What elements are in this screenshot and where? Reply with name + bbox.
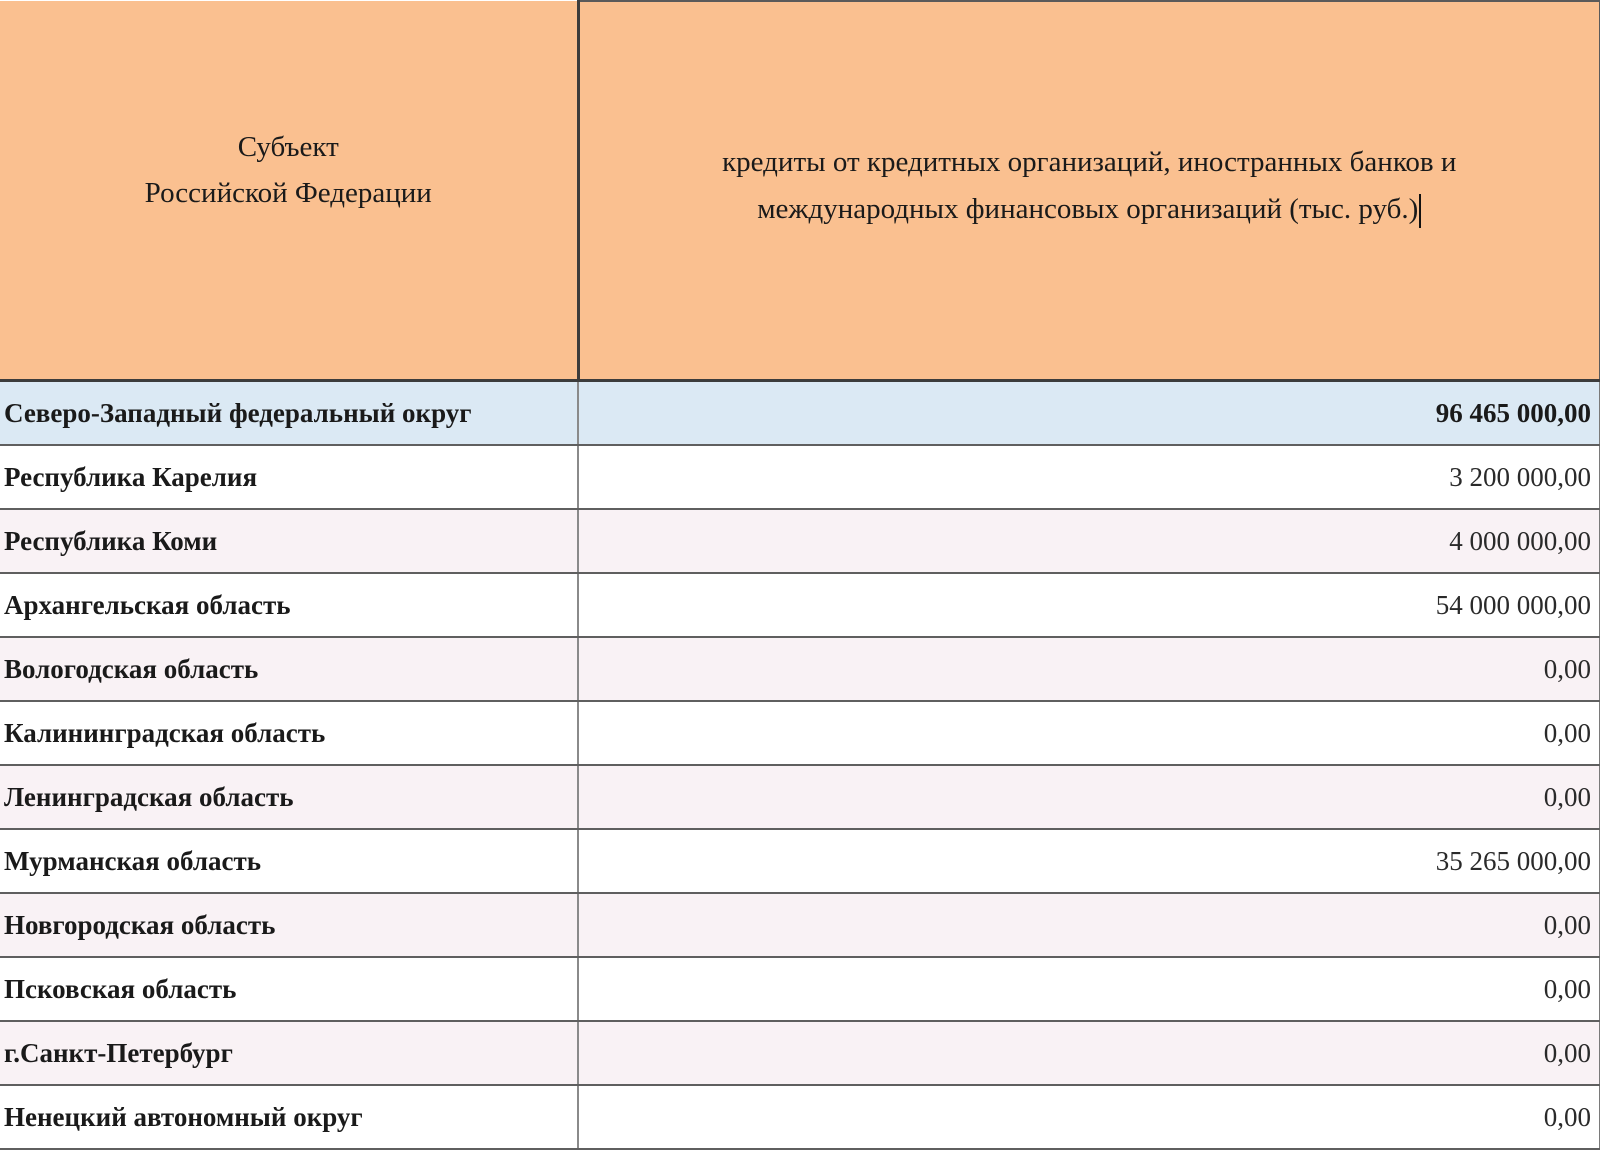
credit-value-cell[interactable]: 0,00 [578, 893, 1600, 957]
region-name-cell[interactable]: Республика Коми [0, 509, 578, 573]
region-name-cell[interactable]: Республика Карелия [0, 445, 578, 509]
credit-value-cell[interactable]: 3 200 000,00 [578, 445, 1600, 509]
credit-value-cell[interactable]: 0,00 [578, 957, 1600, 1021]
table-row [0, 573, 1600, 637]
credit-value-cell[interactable]: 0,00 [578, 1021, 1600, 1085]
region-name-cell[interactable]: г.Санкт-Петербург [0, 1021, 578, 1085]
table-row [0, 957, 1600, 1021]
header-credits-line2: международных финансовых организаций (тыс. руб.) [757, 192, 1419, 225]
credit-value-cell[interactable]: 0,00 [578, 701, 1600, 765]
region-name-cell[interactable]: Мурманская область [0, 829, 578, 893]
region-name-cell[interactable]: Калининградская область [0, 701, 578, 765]
credit-value-cell[interactable]: 0,00 [578, 637, 1600, 701]
table-row [0, 445, 1600, 509]
header-cell-subject[interactable] [0, 1, 578, 381]
table-row [0, 701, 1600, 765]
table-row [0, 765, 1600, 829]
credit-value-cell[interactable]: 96 465 000,00 [578, 381, 1600, 446]
header-subject-line1: Субъект [237, 130, 339, 163]
credit-value-cell[interactable]: 0,00 [578, 765, 1600, 829]
credit-value-cell[interactable]: 35 265 000,00 [578, 829, 1600, 893]
table-row [0, 637, 1600, 701]
table-row [0, 893, 1600, 957]
region-name-cell[interactable]: Архангельская область [0, 573, 578, 637]
table-row [0, 509, 1600, 573]
region-name-cell[interactable]: Ненецкий автономный округ [0, 1085, 578, 1149]
text-cursor-caret [1419, 194, 1421, 228]
credit-value-cell[interactable]: 4 000 000,00 [578, 509, 1600, 573]
region-name-cell[interactable]: Северо-Западный федеральный округ [0, 381, 578, 446]
region-name-cell[interactable]: Псковская область [0, 957, 578, 1021]
region-name-cell[interactable]: Ленинградская область [0, 765, 578, 829]
header-row [0, 1, 1600, 381]
region-name-cell[interactable]: Новгородская область [0, 893, 578, 957]
credit-value-cell[interactable]: 54 000 000,00 [578, 573, 1600, 637]
table-row [0, 1021, 1600, 1085]
credit-value-cell[interactable]: 0,00 [578, 1085, 1600, 1149]
region-name-cell[interactable]: Вологодская область [0, 637, 578, 701]
header-subject-line2: Российской Федерации [144, 177, 432, 209]
header-cell-credits[interactable] [578, 1, 1600, 381]
table-row [0, 829, 1600, 893]
header-credits-line1: кредиты от кредитных организаций, иностранных банков и [722, 146, 1457, 179]
table-row [0, 1085, 1600, 1149]
table-row-total [0, 381, 1600, 446]
